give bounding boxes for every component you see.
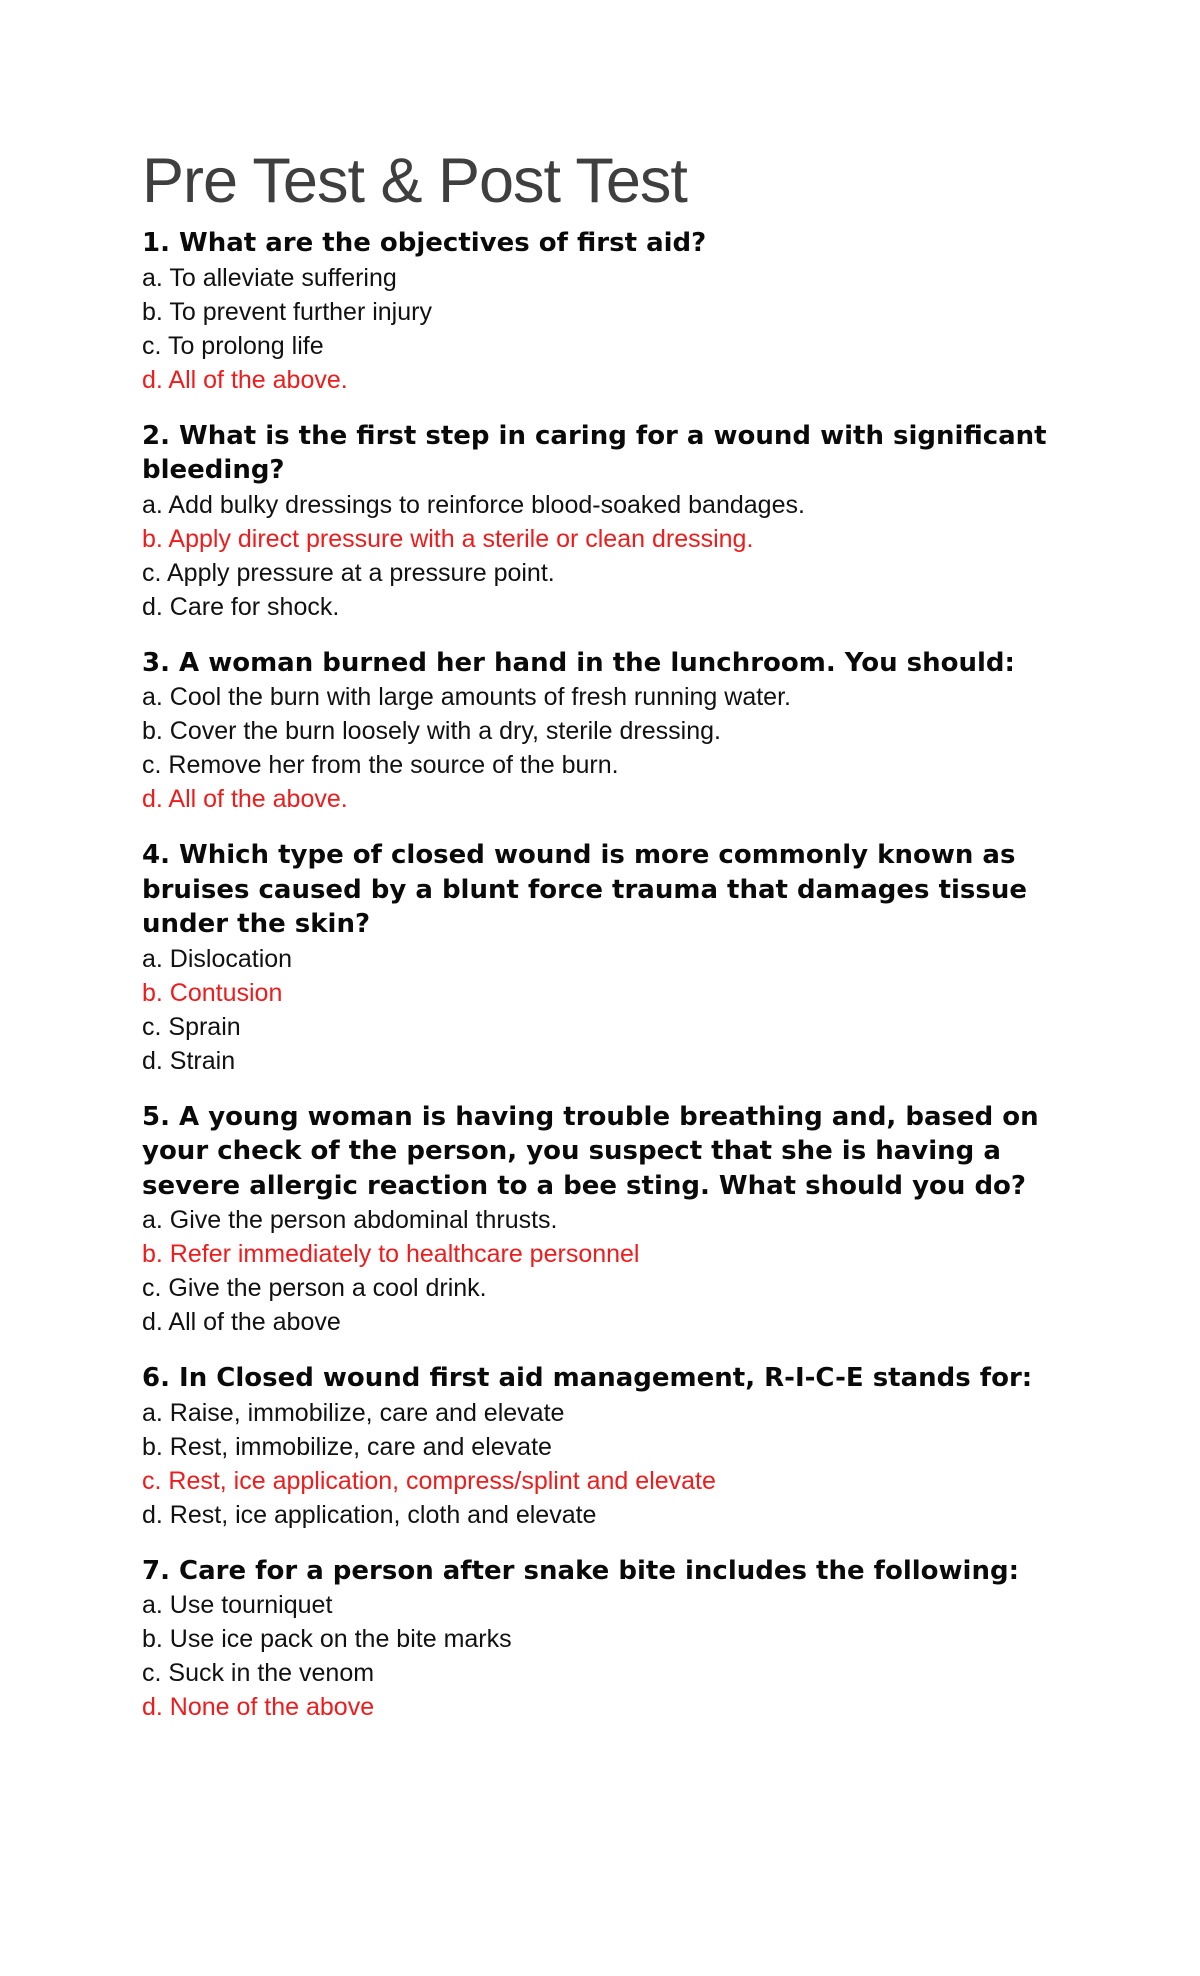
question-block	[142, 419, 1082, 624]
question-block	[142, 1554, 1082, 1725]
correct-answer-option: d. None of the above	[142, 1693, 375, 1721]
question-text: 4. Which type of closed wound is more commonly known as bruises caused by a blunt force trauma that damages tissue under the skin?	[142, 840, 1028, 939]
answer-option: c. Suck in the venom	[142, 1659, 375, 1687]
test-page	[142, 140, 1082, 1724]
correct-answer-option: b. Contusion	[142, 978, 283, 1007]
question-block	[142, 1361, 1082, 1532]
answer-option: a. Cool the burn with large amounts of fresh running water.	[142, 683, 791, 711]
question-text: 1. What are the objectives of first aid?	[142, 228, 707, 258]
correct-answer-option: b. Apply direct pressure with a sterile or clean dressing.	[142, 524, 754, 553]
correct-answer-option: b. Refer immediately to healthcare personnel	[142, 1240, 640, 1268]
answer-option: a. Use tourniquet	[142, 1591, 333, 1619]
answer-option: a. Give the person abdominal thrusts.	[142, 1206, 558, 1234]
question-block	[142, 646, 1082, 817]
answer-option: b. Cover the burn loosely with a dry, sterile dressing.	[142, 717, 721, 745]
answer-option: d. Rest, ice application, cloth and elevate	[142, 1500, 597, 1529]
answer-option: a. Add bulky dressings to reinforce blood-soaked bandages.	[142, 490, 805, 519]
question-list	[142, 226, 1082, 1724]
answer-option: b. Use ice pack on the bite marks	[142, 1625, 512, 1653]
answer-option: d. Care for shock.	[142, 592, 340, 621]
answer-option: d. All of the above	[142, 1308, 341, 1336]
correct-answer-option: d. All of the above.	[142, 785, 348, 813]
question-text: 6. In Closed wound first aid management, R-I-C-E stands for:	[142, 1363, 1033, 1393]
correct-answer-option: c. Rest, ice application, compress/splint and elevate	[142, 1466, 716, 1495]
question-text: 5. A young woman is having trouble breathing and, based on your check of the person, you suspect that she is having a severe allergic reaction to a bee sting. What should you do?	[142, 1101, 1039, 1201]
question-text: 3. A woman burned her hand in the lunchroom. You should:	[142, 647, 1015, 678]
question-text: 2. What is the first step in caring for a wound with significant bleeding?	[142, 420, 1047, 485]
question-text: 7. Care for a person after snake bite includes the following:	[142, 1555, 1019, 1586]
answer-option: c. Apply pressure at a pressure point.	[142, 558, 555, 587]
answer-option: a. To alleviate suffering	[142, 263, 397, 292]
correct-answer-option: d. All of the above.	[142, 365, 348, 394]
answer-option: b. To prevent further injury	[142, 297, 432, 326]
page-title: Pre Test & Post Test	[142, 146, 687, 216]
answer-option: c. Remove her from the source of the burn.	[142, 751, 619, 779]
question-block	[142, 838, 1082, 1078]
answer-option: a. Raise, immobilize, care and elevate	[142, 1398, 565, 1427]
answer-option: c. Give the person a cool drink.	[142, 1274, 487, 1302]
question-block	[142, 1100, 1082, 1340]
question-block	[142, 226, 1082, 397]
answer-option: d. Strain	[142, 1046, 236, 1075]
answer-option: c. Sprain	[142, 1012, 241, 1041]
answer-option: a. Dislocation	[142, 944, 293, 973]
answer-option: b. Rest, immobilize, care and elevate	[142, 1432, 552, 1461]
answer-option: c. To prolong life	[142, 331, 324, 360]
